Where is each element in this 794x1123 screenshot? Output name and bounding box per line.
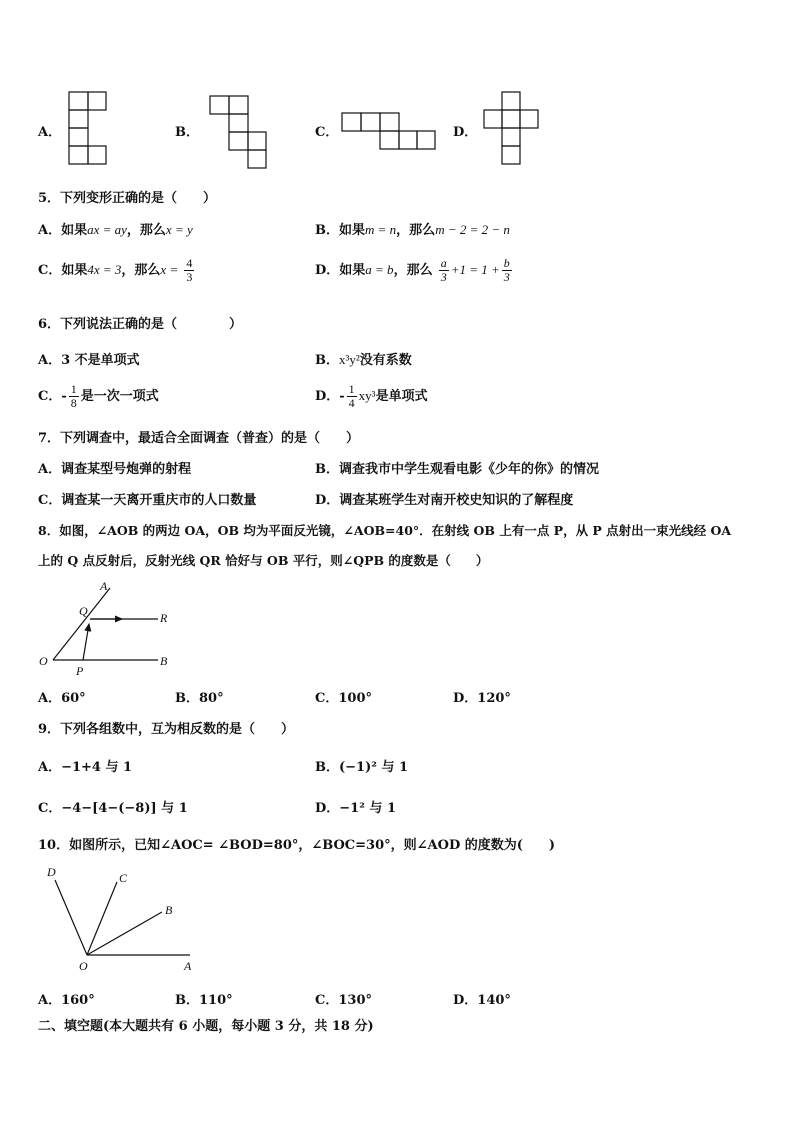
q7-stem: 7．下列调查中，最适合全面调查（普查）的是（ ） xyxy=(38,431,360,446)
q4-option-d-letter: D． xyxy=(453,125,478,140)
q10-figure xyxy=(38,860,198,976)
q6-stem: 6．下列说法正确的是（ ） xyxy=(38,317,243,332)
label-p: P xyxy=(76,664,84,678)
q4-net-b xyxy=(208,94,268,172)
q10-option-b: B．110° xyxy=(175,993,233,1008)
q9-option-b: B．(−1)² 与 1 xyxy=(315,760,409,775)
label-o: O xyxy=(79,959,88,973)
label-o: O xyxy=(39,654,48,668)
q5-option-b: B．如果m = n，那么m − 2 = 2 − n xyxy=(315,222,510,238)
q6-option-a: A．3 不是单项式 xyxy=(38,353,140,368)
label-r: R xyxy=(160,611,168,625)
q4-option-c-letter: C． xyxy=(315,125,339,140)
q4-option-b-letter: B． xyxy=(175,125,199,140)
q7-option-d: D．调查某班学生对南开校史知识的了解程度 xyxy=(315,493,574,508)
q4-net-a xyxy=(66,90,108,168)
q8-option-b: B．80° xyxy=(175,691,224,706)
q9-option-c: C．−4−[4−(−8)] 与 1 xyxy=(38,801,188,816)
label-c: C xyxy=(119,871,128,885)
q8-option-c: C．100° xyxy=(315,691,372,706)
label-a: A xyxy=(184,959,192,973)
q6-option-b: B．x³y²没有系数 xyxy=(315,352,412,368)
q5-option-c: C．如果4x = 3，那么x = $\frac{4}{3}$ xyxy=(38,256,193,284)
q7-option-a: A．调查某型号炮弹的射程 xyxy=(38,462,192,477)
ray-pq xyxy=(83,624,89,660)
q5-stem: 5．下列变形正确的是（ ） xyxy=(38,191,217,206)
q5-option-a: A．如果ax = ay，那么x = y xyxy=(38,222,193,238)
q7-option-c: C．调查某一天离开重庆市的人口数量 xyxy=(38,493,257,508)
label-d: D xyxy=(47,865,56,879)
q4-net-c xyxy=(340,112,438,152)
q10-option-d: D．140° xyxy=(453,993,511,1008)
ray-oc xyxy=(87,882,117,955)
q10-option-a: A．160° xyxy=(38,993,95,1008)
ray-oa xyxy=(53,588,110,660)
q7-option-b: B．调查我市中学生观看电影《少年的你》的情况 xyxy=(315,462,599,477)
q10-option-c: C．130° xyxy=(315,993,372,1008)
label-b: B xyxy=(160,654,168,668)
q6-option-c: C．- $\frac{1}{8}$ 是一次一项式 xyxy=(38,382,159,410)
section-heading-fill-in: 二、填空题(本大题共有 6 小题，每小题 3 分，共 18 分) xyxy=(38,1019,374,1034)
q4-option-a-letter: A． xyxy=(38,125,62,140)
q8-stem-line2: 上的 Q 点反射后，反射光线 QR 恰好与 OB 平行，则∠QPB 的度数是（ ） xyxy=(38,553,489,568)
q8-option-a: A．60° xyxy=(38,691,86,706)
q5-option-d: D．如果a = b，那么 $\frac{a}{3}$ +1 = 1 + $\frac{b}{3}$ xyxy=(315,256,510,284)
ray-od xyxy=(55,880,87,955)
q9-option-d: D．−1² 与 1 xyxy=(315,801,397,816)
label-b: B xyxy=(165,903,173,917)
q10-stem: 10．如图所示，已知∠AOC= ∠BOD=80°，∠BOC=30°，则∠AOD 的度数为( ) xyxy=(38,838,556,853)
q8-option-d: D．120° xyxy=(453,691,511,706)
label-q: Q xyxy=(79,604,88,618)
q8-stem-line1: 8．如图，∠AOB 的两边 OA，OB 均为平面反光镜，∠AOB=40°．在射线 OB 上有一点 P，从 P 点射出一束光线经 OA xyxy=(38,523,732,538)
q9-stem: 9．下列各组数中，互为相反数的是（ ） xyxy=(38,722,295,737)
q6-option-d: D．- $\frac{1}{4}$ xy³是单项式 xyxy=(315,382,428,410)
q8-figure xyxy=(36,578,186,680)
ray-ob xyxy=(87,912,162,955)
q4-net-d xyxy=(482,90,542,168)
q9-option-a: A．−1+4 与 1 xyxy=(38,760,133,775)
label-a: A xyxy=(100,579,108,593)
